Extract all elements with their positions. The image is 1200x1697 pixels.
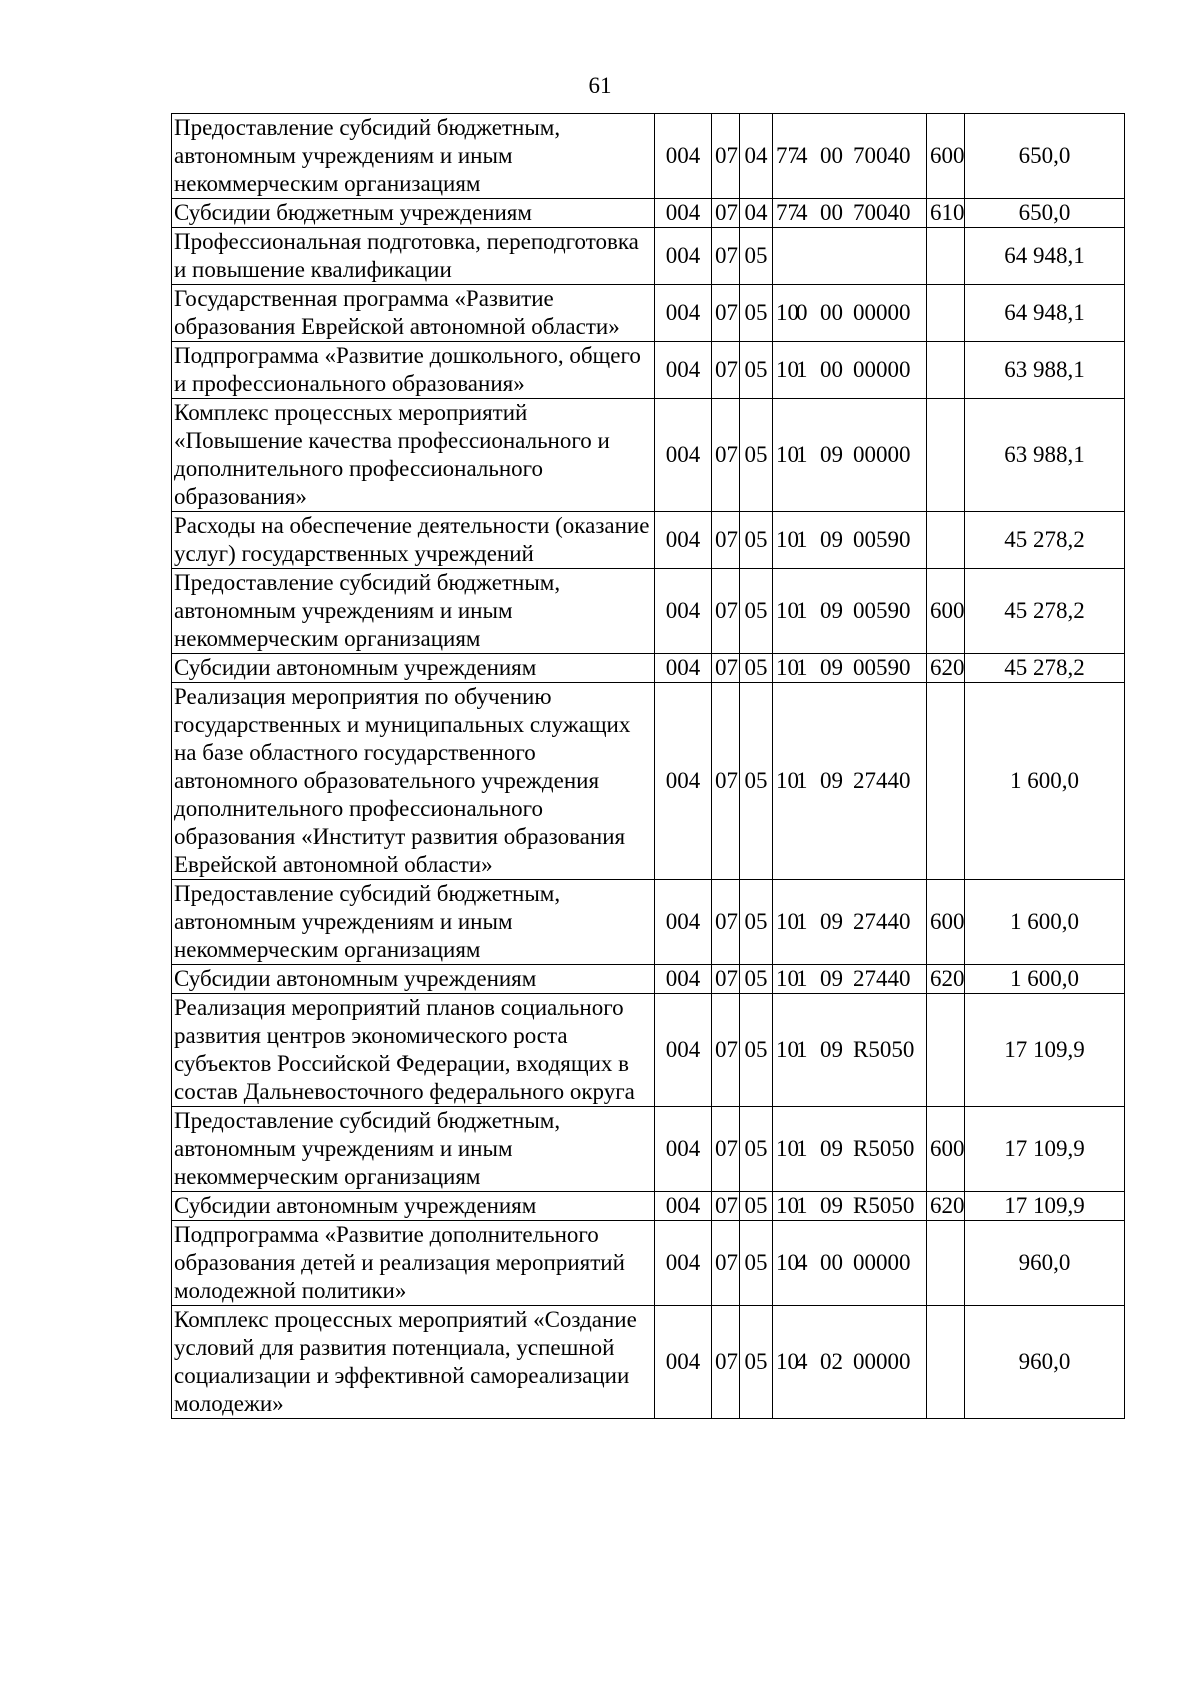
target-article-part-t2: 4 <box>796 143 808 168</box>
target-article-cell <box>773 880 927 965</box>
target-article-part-t2: 1 <box>796 655 808 680</box>
ministry-code-cell: 004 <box>655 342 712 399</box>
section-code-cell: 07 <box>712 1107 740 1192</box>
row-name-cell: Подпрограмма «Развитие дошкольного, общего и профессионального образования» <box>172 342 655 399</box>
ministry-code-cell: 004 <box>655 994 712 1107</box>
target-article-part-t1: 10 <box>776 300 799 325</box>
section-code-cell: 07 <box>712 199 740 228</box>
table-row <box>172 228 1125 285</box>
row-name-cell: Реализация мероприятий планов социального развития центров экономического роста субъектов Российской Федерации, входящих в состав Дальневосточного федерального округа <box>172 994 655 1107</box>
subsection-code-cell: 05 <box>740 1107 773 1192</box>
target-article-part-t1: 10 <box>776 768 799 793</box>
target-article-cell <box>773 1221 927 1306</box>
subsection-code-cell: 05 <box>740 512 773 569</box>
subsection-code-cell: 05 <box>740 654 773 683</box>
target-article-part-t4: R5050 <box>853 1136 915 1161</box>
section-code-cell: 07 <box>712 512 740 569</box>
target-article-part-t1: 10 <box>776 357 799 382</box>
section-code-cell: 07 <box>712 1192 740 1221</box>
target-article-part-t1: 10 <box>776 966 799 991</box>
amount-cell: 17 109,9 <box>965 1107 1125 1192</box>
ministry-code-cell: 004 <box>655 569 712 654</box>
target-article-part-t1: 10 <box>776 1193 799 1218</box>
target-article-part-t3: 09 <box>820 909 843 934</box>
row-name-cell: Расходы на обеспечение деятельности (оказание услуг) государственных учреждений <box>172 512 655 569</box>
expense-type-cell <box>927 399 965 512</box>
target-article-part-t3: 09 <box>820 1193 843 1218</box>
amount-cell: 1 600,0 <box>965 880 1125 965</box>
table-row <box>172 512 1125 569</box>
subsection-code-cell: 05 <box>740 683 773 880</box>
amount-cell: 63 988,1 <box>965 342 1125 399</box>
ministry-code-cell: 004 <box>655 965 712 994</box>
expense-type-cell: 620 <box>927 965 965 994</box>
target-article-cell <box>773 1107 927 1192</box>
target-article-part-t4: 00590 <box>853 527 911 552</box>
target-article-part-t3: 09 <box>820 598 843 623</box>
target-article-cell <box>773 654 927 683</box>
subsection-code-cell: 05 <box>740 1306 773 1419</box>
amount-cell: 960,0 <box>965 1306 1125 1419</box>
target-article-part-t3: 09 <box>820 966 843 991</box>
section-code-cell: 07 <box>712 994 740 1107</box>
section-code-cell: 07 <box>712 1221 740 1306</box>
ministry-code-cell: 004 <box>655 880 712 965</box>
target-article-cell <box>773 569 927 654</box>
table-row <box>172 1306 1125 1419</box>
target-article-part-t4: 00000 <box>853 357 911 382</box>
target-article-part-t3: 00 <box>820 300 843 325</box>
section-code-cell: 07 <box>712 285 740 342</box>
table-row <box>172 199 1125 228</box>
amount-cell: 17 109,9 <box>965 1192 1125 1221</box>
table-row <box>172 1107 1125 1192</box>
amount-cell: 650,0 <box>965 114 1125 199</box>
subsection-code-cell: 04 <box>740 114 773 199</box>
expense-type-cell: 600 <box>927 114 965 199</box>
row-name-cell: Субсидии автономным учреждениям <box>172 654 655 683</box>
subsection-code-cell: 05 <box>740 1221 773 1306</box>
subsection-code-cell: 05 <box>740 342 773 399</box>
target-article-part-t4: R5050 <box>853 1193 915 1218</box>
row-name-cell: Субсидии автономным учреждениям <box>172 1192 655 1221</box>
target-article-part-t2: 1 <box>796 357 808 382</box>
ministry-code-cell: 004 <box>655 114 712 199</box>
expense-type-cell <box>927 285 965 342</box>
amount-cell: 1 600,0 <box>965 683 1125 880</box>
section-code-cell: 07 <box>712 114 740 199</box>
ministry-code-cell: 004 <box>655 199 712 228</box>
target-article-part-t3: 09 <box>820 768 843 793</box>
table-row <box>172 569 1125 654</box>
amount-cell: 45 278,2 <box>965 512 1125 569</box>
target-article-part-t4: 00590 <box>853 655 911 680</box>
expense-type-cell <box>927 1306 965 1419</box>
target-article-part-t1: 10 <box>776 655 799 680</box>
row-name-cell: Субсидии автономным учреждениям <box>172 965 655 994</box>
section-code-cell: 07 <box>712 399 740 512</box>
target-article-part-t4: 00000 <box>853 442 911 467</box>
section-code-cell: 07 <box>712 654 740 683</box>
target-article-part-t1: 10 <box>776 1136 799 1161</box>
amount-cell: 45 278,2 <box>965 654 1125 683</box>
target-article-part-t4: 00000 <box>853 1349 911 1374</box>
amount-cell: 1 600,0 <box>965 965 1125 994</box>
ministry-code-cell: 004 <box>655 1221 712 1306</box>
target-article-part-t4: 27440 <box>853 909 911 934</box>
expense-type-cell: 620 <box>927 1192 965 1221</box>
target-article-part-t2: 1 <box>796 1193 808 1218</box>
expense-type-cell <box>927 512 965 569</box>
table-row <box>172 342 1125 399</box>
page-number: 61 <box>588 73 612 98</box>
row-name-cell: Профессиональная подготовка, переподготовка и повышение квалификации <box>172 228 655 285</box>
section-code-cell: 07 <box>712 1306 740 1419</box>
ministry-code-cell: 004 <box>655 1107 712 1192</box>
row-name-cell: Комплекс процессных мероприятий «Повышение качества профессионального и дополнительного профессионального образования» <box>172 399 655 512</box>
section-code-cell: 07 <box>712 569 740 654</box>
section-code-cell: 07 <box>712 228 740 285</box>
amount-cell: 960,0 <box>965 1221 1125 1306</box>
subsection-code-cell: 05 <box>740 285 773 342</box>
target-article-cell <box>773 512 927 569</box>
row-name-cell: Субсидии бюджетным учреждениям <box>172 199 655 228</box>
target-article-part-t1: 10 <box>776 909 799 934</box>
target-article-part-t1: 10 <box>776 1250 799 1275</box>
subsection-code-cell: 05 <box>740 569 773 654</box>
target-article-cell <box>773 199 927 228</box>
ministry-code-cell: 004 <box>655 1306 712 1419</box>
target-article-cell <box>773 1306 927 1419</box>
table-row <box>172 1192 1125 1221</box>
row-name-cell: Подпрограмма «Развитие дополнительного образования детей и реализация мероприятий молодежной политики» <box>172 1221 655 1306</box>
ministry-code-cell: 004 <box>655 228 712 285</box>
target-article-cell <box>773 1192 927 1221</box>
amount-cell: 45 278,2 <box>965 569 1125 654</box>
target-article-part-t2: 4 <box>796 1349 808 1374</box>
amount-cell: 64 948,1 <box>965 285 1125 342</box>
subsection-code-cell: 04 <box>740 199 773 228</box>
subsection-code-cell: 05 <box>740 399 773 512</box>
target-article-cell <box>773 114 927 199</box>
target-article-part-t3: 00 <box>820 357 843 382</box>
target-article-part-t2: 1 <box>796 442 808 467</box>
table-row <box>172 285 1125 342</box>
row-name-cell: Предоставление субсидий бюджетным, автономным учреждениям и иным некоммерческим организациям <box>172 114 655 199</box>
subsection-code-cell: 05 <box>740 880 773 965</box>
target-article-part-t1: 77 <box>776 200 799 225</box>
target-article-cell <box>773 994 927 1107</box>
row-name-cell: Предоставление субсидий бюджетным, автономным учреждениям и иным некоммерческим организациям <box>172 569 655 654</box>
table-row <box>172 965 1125 994</box>
target-article-cell <box>773 683 927 880</box>
section-code-cell: 07 <box>712 880 740 965</box>
subsection-code-cell: 05 <box>740 1192 773 1221</box>
expense-type-cell: 600 <box>927 880 965 965</box>
expense-type-cell: 610 <box>927 199 965 228</box>
amount-cell: 63 988,1 <box>965 399 1125 512</box>
target-article-part-t2: 1 <box>796 909 808 934</box>
target-article-part-t2: 1 <box>796 1037 808 1062</box>
row-name-cell: Комплекс процессных мероприятий «Создание условий для развития потенциала, успешной социализации и эффективной самореализации молодежи» <box>172 1306 655 1419</box>
expense-type-cell: 620 <box>927 654 965 683</box>
target-article-part-t1: 10 <box>776 598 799 623</box>
target-article-cell <box>773 342 927 399</box>
table-row <box>172 880 1125 965</box>
ministry-code-cell: 004 <box>655 512 712 569</box>
target-article-cell <box>773 285 927 342</box>
target-article-cell <box>773 228 927 285</box>
amount-cell: 64 948,1 <box>965 228 1125 285</box>
table-row <box>172 654 1125 683</box>
target-article-part-t2: 1 <box>796 527 808 552</box>
target-article-part-t2: 0 <box>796 300 808 325</box>
budget-table <box>171 113 1125 1419</box>
target-article-part-t3: 09 <box>820 442 843 467</box>
expense-type-cell <box>927 342 965 399</box>
subsection-code-cell: 05 <box>740 965 773 994</box>
ministry-code-cell: 004 <box>655 285 712 342</box>
section-code-cell: 07 <box>712 965 740 994</box>
target-article-part-t4: 70040 <box>853 143 911 168</box>
expense-type-cell <box>927 228 965 285</box>
target-article-part-t4: 70040 <box>853 200 911 225</box>
expense-type-cell <box>927 683 965 880</box>
target-article-part-t4: R5050 <box>853 1037 915 1062</box>
target-article-part-t1: 10 <box>776 1349 799 1374</box>
ministry-code-cell: 004 <box>655 683 712 880</box>
expense-type-cell: 600 <box>927 569 965 654</box>
row-name-cell: Предоставление субсидий бюджетным, автономным учреждениям и иным некоммерческим организациям <box>172 880 655 965</box>
table-row <box>172 399 1125 512</box>
amount-cell: 17 109,9 <box>965 994 1125 1107</box>
target-article-part-t1: 10 <box>776 1037 799 1062</box>
target-article-part-t3: 02 <box>820 1349 843 1374</box>
target-article-part-t1: 10 <box>776 442 799 467</box>
expense-type-cell: 600 <box>927 1107 965 1192</box>
amount-cell: 650,0 <box>965 199 1125 228</box>
target-article-part-t1: 10 <box>776 527 799 552</box>
target-article-part-t2: 4 <box>796 1250 808 1275</box>
target-article-part-t4: 00000 <box>853 300 911 325</box>
target-article-part-t4: 27440 <box>853 768 911 793</box>
target-article-part-t3: 09 <box>820 1037 843 1062</box>
target-article-part-t3: 09 <box>820 655 843 680</box>
target-article-part-t4: 00000 <box>853 1250 911 1275</box>
target-article-part-t2: 4 <box>796 200 808 225</box>
table-row <box>172 683 1125 880</box>
target-article-part-t2: 1 <box>796 966 808 991</box>
subsection-code-cell: 05 <box>740 228 773 285</box>
expense-type-cell <box>927 994 965 1107</box>
section-code-cell: 07 <box>712 342 740 399</box>
subsection-code-cell: 05 <box>740 994 773 1107</box>
target-article-part-t3: 00 <box>820 200 843 225</box>
target-article-cell <box>773 399 927 512</box>
target-article-part-t2: 1 <box>796 1136 808 1161</box>
row-name-cell: Реализация мероприятия по обучению государственных и муниципальных служащих на базе областного государственного автономного образовательного учреждения дополнительного профессионального образования «Институт развития образования Еврейской автономной области» <box>172 683 655 880</box>
target-article-part-t2: 1 <box>796 598 808 623</box>
row-name-cell: Предоставление субсидий бюджетным, автономным учреждениям и иным некоммерческим организациям <box>172 1107 655 1192</box>
target-article-part-t4: 27440 <box>853 966 911 991</box>
target-article-part-t3: 09 <box>820 527 843 552</box>
target-article-part-t3: 00 <box>820 143 843 168</box>
target-article-cell <box>773 965 927 994</box>
ministry-code-cell: 004 <box>655 399 712 512</box>
target-article-part-t1: 77 <box>776 143 799 168</box>
target-article-part-t3: 09 <box>820 1136 843 1161</box>
target-article-part-t2: 1 <box>796 768 808 793</box>
table-row <box>172 994 1125 1107</box>
ministry-code-cell: 004 <box>655 1192 712 1221</box>
table-row <box>172 114 1125 199</box>
expense-type-cell <box>927 1221 965 1306</box>
table-row <box>172 1221 1125 1306</box>
section-code-cell: 07 <box>712 683 740 880</box>
row-name-cell: Государственная программа «Развитие образования Еврейской автономной области» <box>172 285 655 342</box>
target-article-part-t4: 00590 <box>853 598 911 623</box>
target-article-part-t3: 00 <box>820 1250 843 1275</box>
ministry-code-cell: 004 <box>655 654 712 683</box>
